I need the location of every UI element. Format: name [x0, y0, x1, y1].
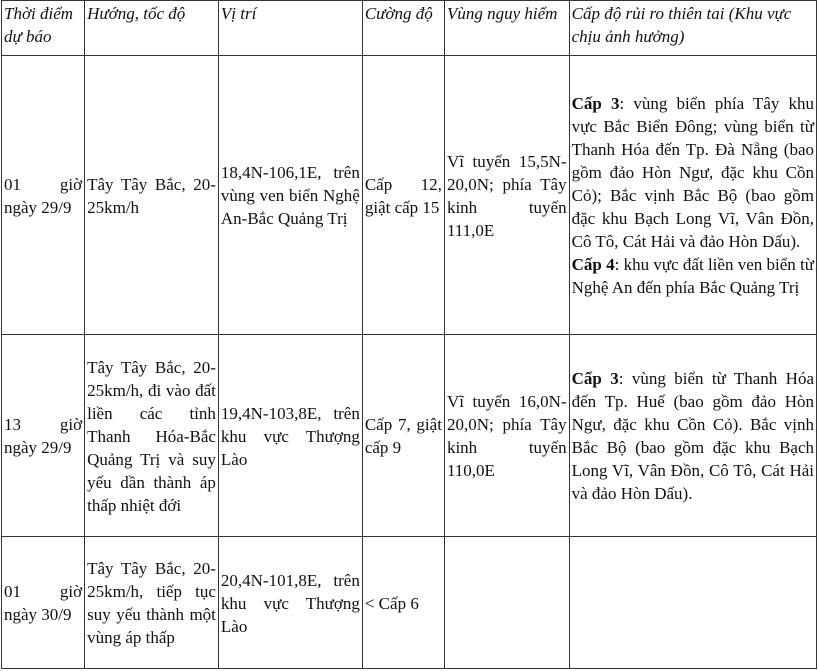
forecast-time-cell: 13 giờ ngày 29/9 [2, 335, 85, 537]
header-position: Vị trí [218, 1, 362, 56]
header-danger-zone: Vùng nguy hiểm [444, 1, 569, 56]
header-disaster-risk-level: Cấp độ rủi ro thiên tai (Khu vực chịu ảnh hưởng) [569, 1, 816, 56]
direction-speed-cell: Tây Tây Bắc, 20-25km/h, đi vào đất liền các tỉnh Thanh Hóa-Bắc Quảng Trị và suy yếu dần thành áp thấp nhiệt đới [85, 335, 219, 537]
risk-level-label: Cấp 4 [571, 255, 615, 274]
risk-level-cell [569, 335, 816, 537]
risk-level-label: Cấp 3 [571, 369, 619, 388]
forecast-time-cell: 01 giờ ngày 30/9 [2, 537, 85, 669]
table-row [2, 335, 817, 537]
risk-item [572, 92, 814, 253]
table-header-row [2, 1, 817, 56]
header-forecast-time: Thời điểm dự báo [2, 1, 85, 56]
risk-item [572, 253, 814, 299]
storm-forecast-table [1, 0, 817, 669]
intensity-cell: Cấp 12, giật cấp 15 [362, 56, 444, 335]
intensity-cell: Cấp 7, giật cấp 9 [362, 335, 444, 537]
danger-zone-cell [444, 537, 569, 669]
risk-level-cell [569, 56, 816, 335]
risk-level-label: Cấp 3 [571, 94, 620, 113]
risk-item [572, 367, 814, 505]
risk-area-text: : khu vực đất liền ven biển từ Nghệ An đến phía Bắc Quảng Trị [571, 255, 815, 297]
risk-level-cell [569, 537, 816, 669]
table-row [2, 56, 817, 335]
danger-zone-cell: Vĩ tuyến 15,5N-20,0N; phía Tây kinh tuyến 111,0E [444, 56, 569, 335]
risk-area-text: : vùng biển phía Tây khu vực Bắc Biển Đông; vùng biển từ Thanh Hóa đến Tp. Đà Nẵng (bao gồm đảo Hòn Ngư, đặc khu Cồn Cỏ); Bắc vịnh Bắc Bộ (bao gồm đặc khu Bạch Long Vĩ, Vân Đồn, Cô Tô, Cát Hải và đảo Hòn Dấu). [571, 94, 814, 251]
position-cell: 18,4N-106,1E, trên vùng ven biển Nghệ An-Bắc Quảng Trị [218, 56, 362, 335]
danger-zone-cell: Vĩ tuyến 16,0N-20,0N; phía Tây kinh tuyến 110,0E [444, 335, 569, 537]
intensity-cell: < Cấp 6 [362, 537, 444, 669]
header-intensity: Cường độ [362, 1, 444, 56]
position-cell: 19,4N-103,8E, trên khu vực Thượng Lào [218, 335, 362, 537]
direction-speed-cell: Tây Tây Bắc, 20-25km/h, tiếp tục suy yếu thành một vùng áp thấp [85, 537, 219, 669]
position-cell: 20,4N-101,8E, trên khu vực Thượng Lào [218, 537, 362, 669]
header-direction-speed: Hướng, tốc độ [85, 1, 219, 56]
direction-speed-cell: Tây Tây Bắc, 20-25km/h [85, 56, 219, 335]
risk-area-text: : vùng biển từ Thanh Hóa đến Tp. Huế (bao gồm đảo Hòn Ngư, đặc khu Cồn Cỏ). Bắc vịnh Bắc Bộ (bao gồm đặc khu Bạch Long Vĩ, Vân Đồn, Cô Tô, Cát Hải và đảo Hòn Dấu). [571, 369, 815, 503]
forecast-time-cell: 01 giờ ngày 29/9 [2, 56, 85, 335]
table-row [2, 537, 817, 669]
